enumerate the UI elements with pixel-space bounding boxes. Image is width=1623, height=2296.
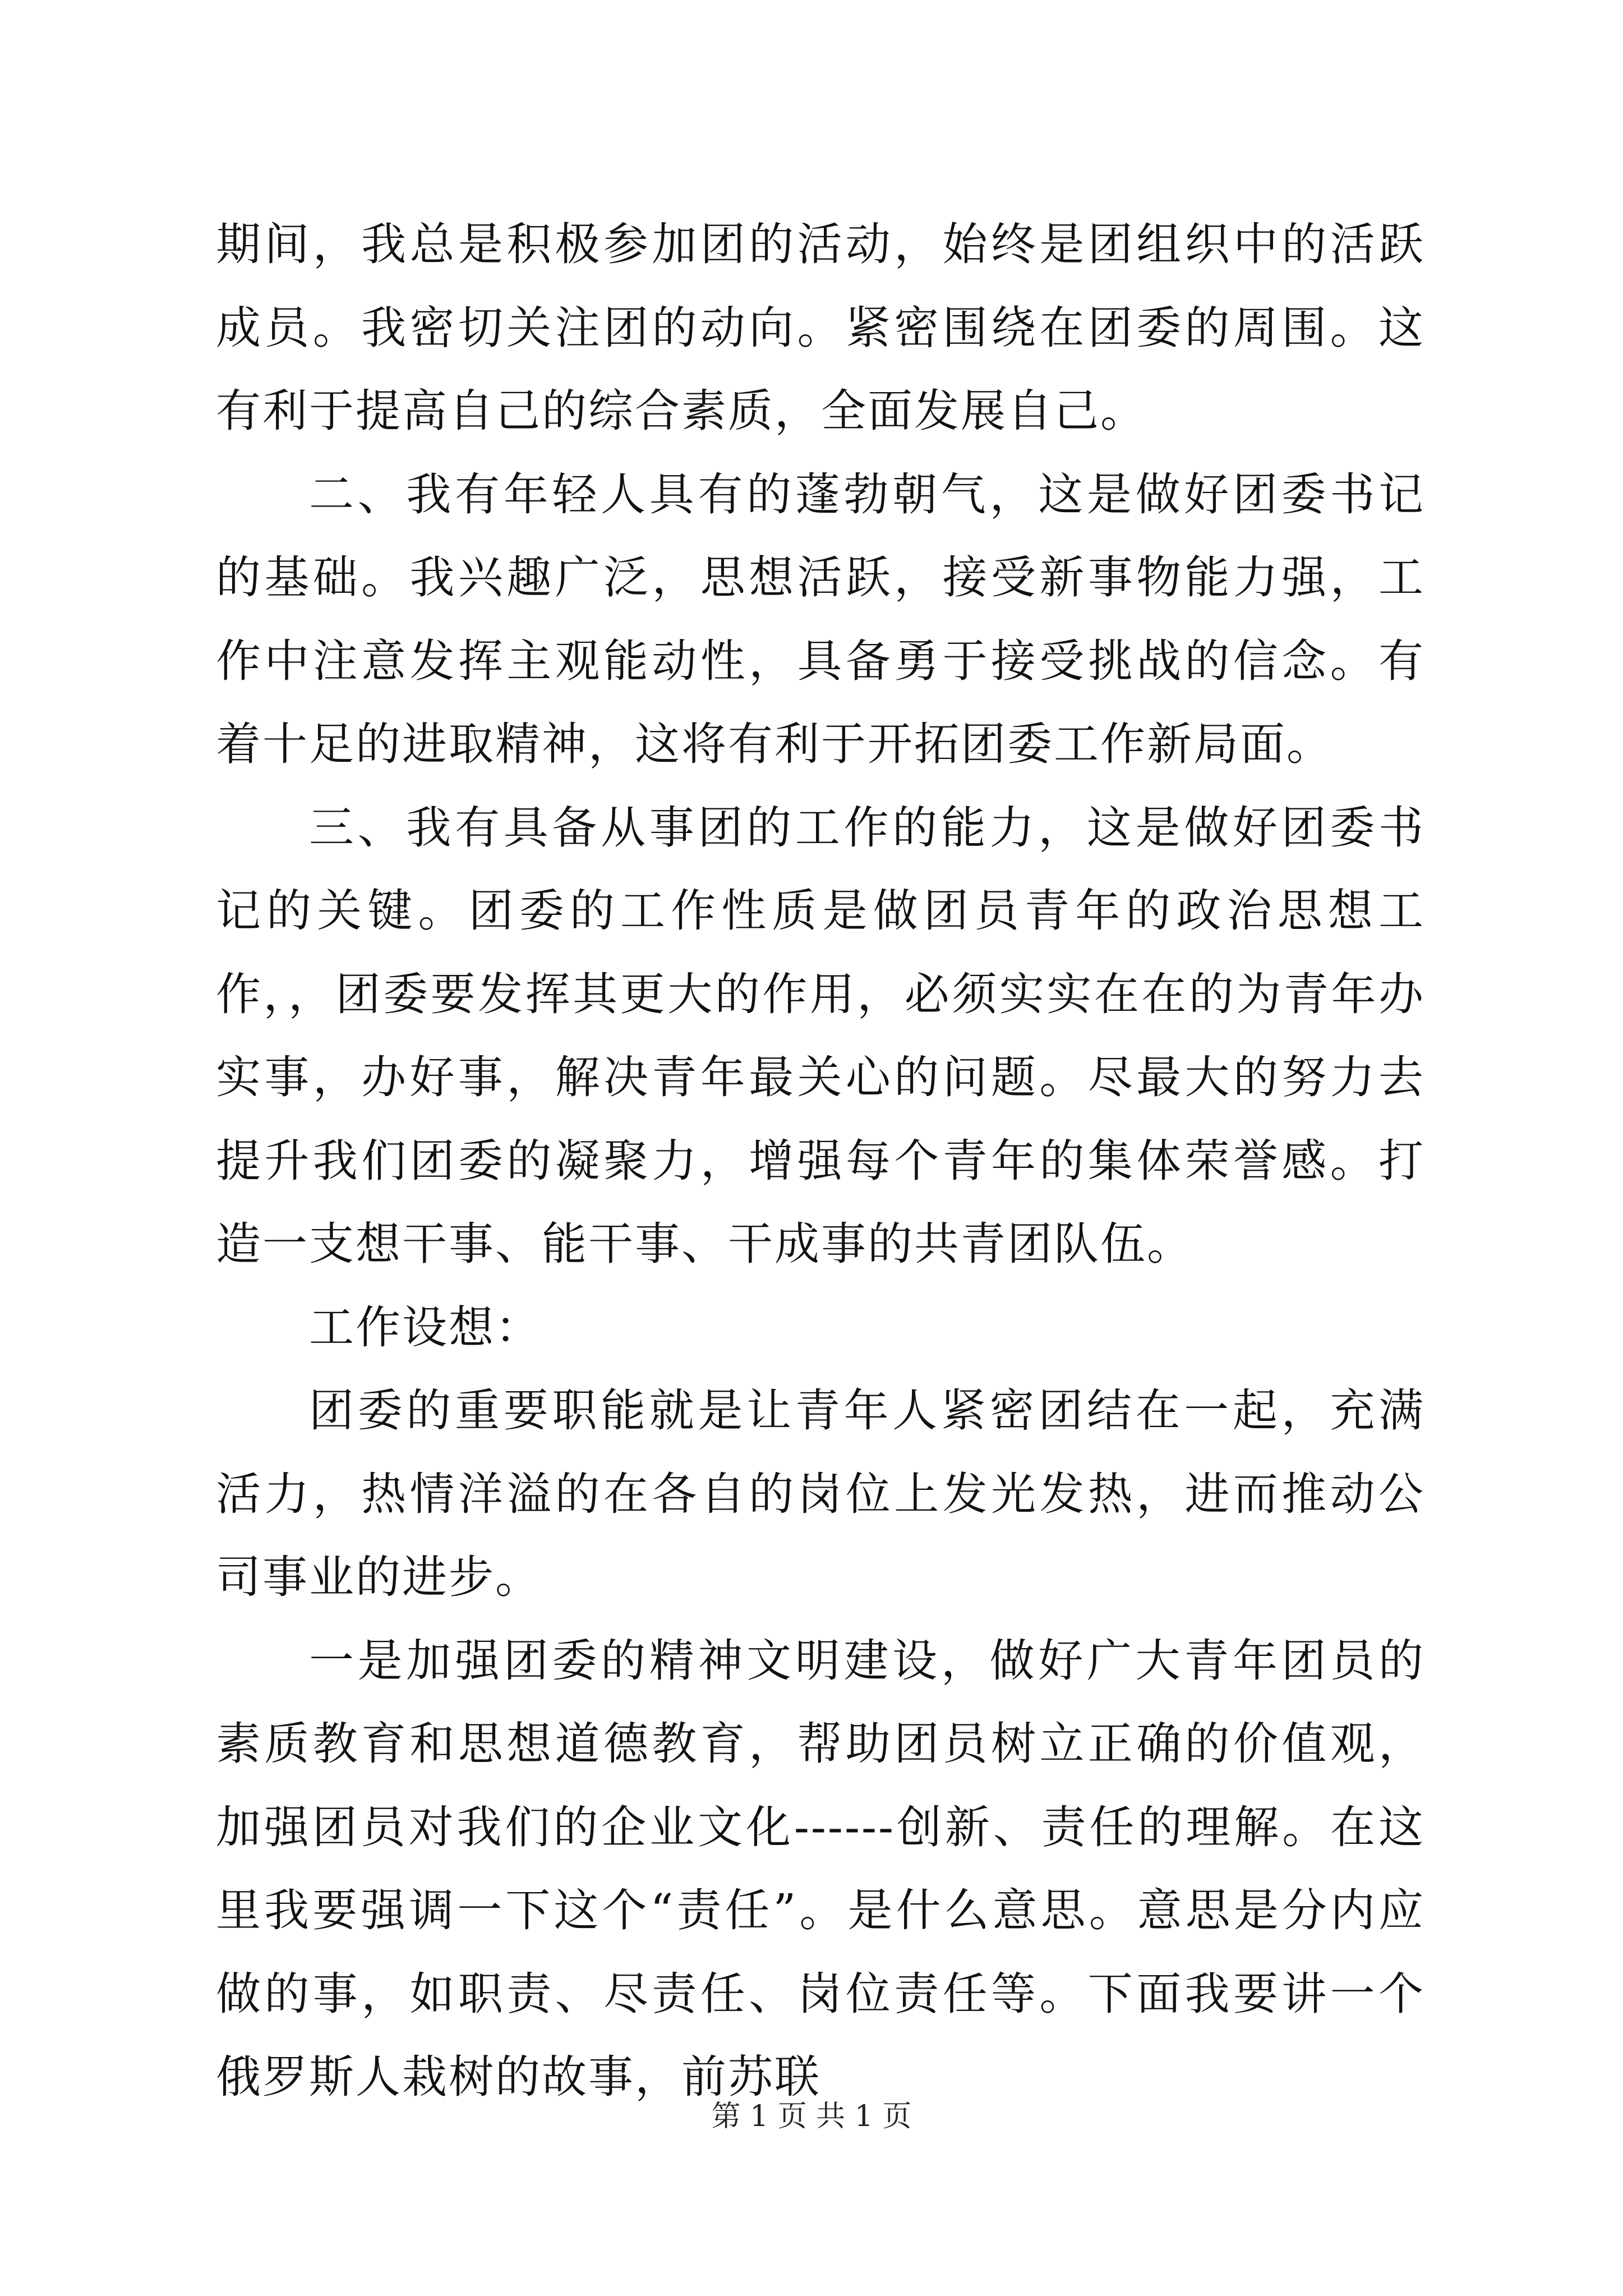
- paragraph-work-plan-intro: 团委的重要职能就是让青年人紧密团结在一起，充满活力，热情洋溢的在各自的岗位上发光发热，进而推动公司事业的进步。: [216, 1384, 1425, 1603]
- paragraph-plan-item-one: 一是加强团委的精神文明建设，做好广大青年团员的素质教育和思想道德教育，帮助团员树立正确的价值观，加强团员对我们的企业文化------创新、责任的理解。在这里我要强调一下这个“责任”。是什么意思。意思是分内应做的事，如职责、尽责任、岗位责任等。下面我要讲一个俄罗斯人栽树的故事，前苏联: [216, 1634, 1425, 2103]
- page-footer: 第 1 页 共 1 页: [711, 2100, 912, 2133]
- paragraph-continuation: 期间，我总是积极参加团的活动，始终是团组织中的活跃成员。我密切关注团的动向。紧密围绕在团委的周围。这有利于提高自己的综合素质，全面发展自己。: [216, 218, 1425, 437]
- document-body: [216, 203, 1425, 2119]
- section-heading-work-plan: 工作设想：: [309, 1301, 542, 1354]
- paragraph-point-two: 二、我有年轻人具有的蓬勃朝气，这是做好团委书记的基础。我兴趣广泛，思想活跃，接受新事物能力强，工作中注意发挥主观能动性，具备勇于接受挑战的信念。有着十足的进取精神，这将有利于开拓团委工作新局面。: [216, 468, 1425, 770]
- paragraph-point-three: 三、我有具备从事团的工作的能力，这是做好团委书记的关键。团委的工作性质是做团员青年的政治思想工作，，团委要发挥其更大的作用，必须实实在在的为青年办实事，办好事，解决青年最关心的问题。尽最大的努力去提升我们团委的凝聚力，增强每个青年的集体荣誉感。打造一支想干事、能干事、干成事的共青团队伍。: [216, 801, 1425, 1270]
